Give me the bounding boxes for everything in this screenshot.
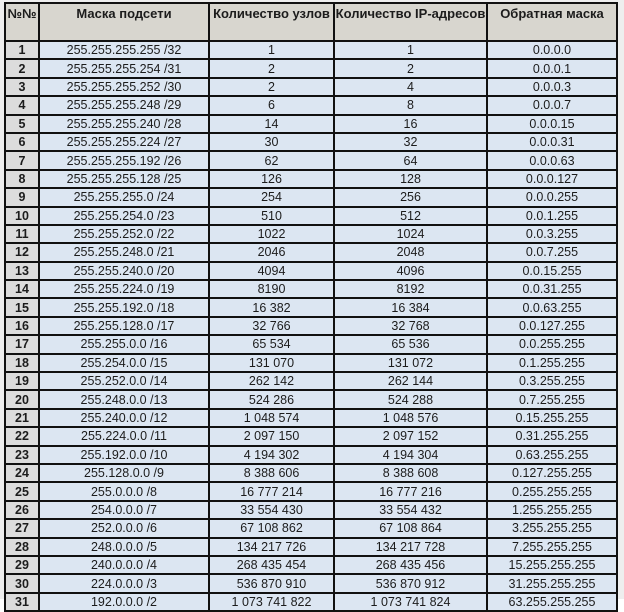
row-number-cell: 24 bbox=[5, 464, 39, 482]
subnet-mask-cell: 255.255.255.254 /31 bbox=[39, 59, 209, 77]
wildcard-mask-cell: 0.3.255.255 bbox=[487, 372, 617, 390]
row-number-cell: 9 bbox=[5, 188, 39, 206]
table-row bbox=[5, 538, 617, 556]
ip-count-cell: 8 388 608 bbox=[334, 464, 487, 482]
subnet-mask-cell: 255.224.0.0 /11 bbox=[39, 427, 209, 445]
ip-count-cell: 67 108 864 bbox=[334, 519, 487, 537]
host-count-cell: 131 070 bbox=[209, 354, 334, 372]
subnet-mask-cell: 255.255.254.0 /23 bbox=[39, 207, 209, 225]
host-count-cell: 32 766 bbox=[209, 317, 334, 335]
col-header-ip-count: Количество IP-адресов bbox=[334, 3, 487, 41]
table-row bbox=[5, 59, 617, 77]
host-count-cell: 262 142 bbox=[209, 372, 334, 390]
host-count-cell: 2046 bbox=[209, 243, 334, 261]
wildcard-mask-cell: 0.0.7.255 bbox=[487, 243, 617, 261]
host-count-cell: 2 bbox=[209, 59, 334, 77]
host-count-cell: 4094 bbox=[209, 262, 334, 280]
row-number-cell: 29 bbox=[5, 556, 39, 574]
table-row bbox=[5, 298, 617, 316]
wildcard-mask-cell: 0.0.0.0 bbox=[487, 41, 617, 59]
table-row bbox=[5, 390, 617, 408]
subnet-mask-cell: 255.255.240.0 /20 bbox=[39, 262, 209, 280]
col-header-wildcard-mask: Обратная маска bbox=[487, 3, 617, 41]
ip-count-cell: 1024 bbox=[334, 225, 487, 243]
subnet-mask-cell: 255.255.0.0 /16 bbox=[39, 335, 209, 353]
ip-count-cell: 262 144 bbox=[334, 372, 487, 390]
subnet-mask-cell: 254.0.0.0 /7 bbox=[39, 501, 209, 519]
wildcard-mask-cell: 0.0.0.255 bbox=[487, 188, 617, 206]
ip-count-cell: 16 777 216 bbox=[334, 482, 487, 500]
table-row bbox=[5, 574, 617, 592]
table-row bbox=[5, 280, 617, 298]
host-count-cell: 1 bbox=[209, 41, 334, 59]
wildcard-mask-cell: 31.255.255.255 bbox=[487, 574, 617, 592]
subnet-mask-cell: 255.128.0.0 /9 bbox=[39, 464, 209, 482]
wildcard-mask-cell: 0.0.0.1 bbox=[487, 59, 617, 77]
col-header-row-number: №№ bbox=[5, 3, 39, 41]
row-number-cell: 12 bbox=[5, 243, 39, 261]
wildcard-mask-cell: 0.31.255.255 bbox=[487, 427, 617, 445]
host-count-cell: 1 048 574 bbox=[209, 409, 334, 427]
ip-count-cell: 4096 bbox=[334, 262, 487, 280]
host-count-cell: 62 bbox=[209, 151, 334, 169]
row-number-cell: 14 bbox=[5, 280, 39, 298]
ip-count-cell: 536 870 912 bbox=[334, 574, 487, 592]
subnet-mask-cell: 255.240.0.0 /12 bbox=[39, 409, 209, 427]
wildcard-mask-cell: 0.0.15.255 bbox=[487, 262, 617, 280]
ip-count-cell: 134 217 728 bbox=[334, 538, 487, 556]
wildcard-mask-cell: 0.63.255.255 bbox=[487, 446, 617, 464]
row-number-cell: 13 bbox=[5, 262, 39, 280]
host-count-cell: 524 286 bbox=[209, 390, 334, 408]
host-count-cell: 254 bbox=[209, 188, 334, 206]
row-number-cell: 30 bbox=[5, 574, 39, 592]
subnet-mask-cell: 255.192.0.0 /10 bbox=[39, 446, 209, 464]
row-number-cell: 17 bbox=[5, 335, 39, 353]
ip-count-cell: 33 554 432 bbox=[334, 501, 487, 519]
ip-count-cell: 2 bbox=[334, 59, 487, 77]
subnet-mask-cell: 255.255.128.0 /17 bbox=[39, 317, 209, 335]
row-number-cell: 18 bbox=[5, 354, 39, 372]
subnet-mask-table bbox=[4, 2, 618, 612]
host-count-cell: 134 217 726 bbox=[209, 538, 334, 556]
wildcard-mask-cell: 0.0.127.255 bbox=[487, 317, 617, 335]
host-count-cell: 1 073 741 822 bbox=[209, 593, 334, 611]
wildcard-mask-cell: 1.255.255.255 bbox=[487, 501, 617, 519]
table-row bbox=[5, 96, 617, 114]
row-number-cell: 28 bbox=[5, 538, 39, 556]
table-row bbox=[5, 115, 617, 133]
host-count-cell: 6 bbox=[209, 96, 334, 114]
host-count-cell: 1022 bbox=[209, 225, 334, 243]
subnet-mask-cell: 255.248.0.0 /13 bbox=[39, 390, 209, 408]
ip-count-cell: 512 bbox=[334, 207, 487, 225]
row-number-cell: 3 bbox=[5, 78, 39, 96]
row-number-cell: 25 bbox=[5, 482, 39, 500]
wildcard-mask-cell: 63.255.255.255 bbox=[487, 593, 617, 611]
table-row bbox=[5, 170, 617, 188]
subnet-mask-cell: 240.0.0.0 /4 bbox=[39, 556, 209, 574]
row-number-cell: 4 bbox=[5, 96, 39, 114]
subnet-mask-cell: 248.0.0.0 /5 bbox=[39, 538, 209, 556]
table-row bbox=[5, 151, 617, 169]
wildcard-mask-cell: 0.15.255.255 bbox=[487, 409, 617, 427]
subnet-mask-cell: 192.0.0.0 /2 bbox=[39, 593, 209, 611]
ip-count-cell: 32 768 bbox=[334, 317, 487, 335]
wildcard-mask-cell: 0.0.0.127 bbox=[487, 170, 617, 188]
host-count-cell: 30 bbox=[209, 133, 334, 151]
table-row bbox=[5, 317, 617, 335]
host-count-cell: 510 bbox=[209, 207, 334, 225]
ip-count-cell: 131 072 bbox=[334, 354, 487, 372]
subnet-mask-cell: 255.0.0.0 /8 bbox=[39, 482, 209, 500]
table-row bbox=[5, 78, 617, 96]
wildcard-mask-cell: 0.0.255.255 bbox=[487, 335, 617, 353]
row-number-cell: 5 bbox=[5, 115, 39, 133]
host-count-cell: 16 777 214 bbox=[209, 482, 334, 500]
wildcard-mask-cell: 0.1.255.255 bbox=[487, 354, 617, 372]
row-number-cell: 19 bbox=[5, 372, 39, 390]
host-count-cell: 2 097 150 bbox=[209, 427, 334, 445]
subnet-mask-cell: 255.255.224.0 /19 bbox=[39, 280, 209, 298]
subnet-mask-cell: 255.255.255.0 /24 bbox=[39, 188, 209, 206]
wildcard-mask-cell: 0.0.0.31 bbox=[487, 133, 617, 151]
row-number-cell: 10 bbox=[5, 207, 39, 225]
subnet-mask-cell: 255.255.255.192 /26 bbox=[39, 151, 209, 169]
subnet-mask-cell: 224.0.0.0 /3 bbox=[39, 574, 209, 592]
subnet-mask-cell: 255.255.255.255 /32 bbox=[39, 41, 209, 59]
table-row bbox=[5, 372, 617, 390]
wildcard-mask-cell: 0.0.0.7 bbox=[487, 96, 617, 114]
table-row bbox=[5, 262, 617, 280]
table-body bbox=[5, 41, 617, 611]
row-number-cell: 8 bbox=[5, 170, 39, 188]
wildcard-mask-cell: 0.0.31.255 bbox=[487, 280, 617, 298]
subnet-mask-cell: 255.254.0.0 /15 bbox=[39, 354, 209, 372]
wildcard-mask-cell: 0.255.255.255 bbox=[487, 482, 617, 500]
subnet-mask-cell: 255.255.255.224 /27 bbox=[39, 133, 209, 151]
row-number-cell: 7 bbox=[5, 151, 39, 169]
subnet-mask-cell: 255.255.248.0 /21 bbox=[39, 243, 209, 261]
table-row bbox=[5, 133, 617, 151]
row-number-cell: 6 bbox=[5, 133, 39, 151]
ip-count-cell: 268 435 456 bbox=[334, 556, 487, 574]
table-row bbox=[5, 409, 617, 427]
ip-count-cell: 524 288 bbox=[334, 390, 487, 408]
table-row bbox=[5, 207, 617, 225]
ip-count-cell: 2 097 152 bbox=[334, 427, 487, 445]
wildcard-mask-cell: 0.127.255.255 bbox=[487, 464, 617, 482]
ip-count-cell: 4 bbox=[334, 78, 487, 96]
row-number-cell: 21 bbox=[5, 409, 39, 427]
host-count-cell: 126 bbox=[209, 170, 334, 188]
ip-count-cell: 1 073 741 824 bbox=[334, 593, 487, 611]
host-count-cell: 2 bbox=[209, 78, 334, 96]
host-count-cell: 14 bbox=[209, 115, 334, 133]
table-row bbox=[5, 482, 617, 500]
host-count-cell: 268 435 454 bbox=[209, 556, 334, 574]
table-row bbox=[5, 225, 617, 243]
row-number-cell: 26 bbox=[5, 501, 39, 519]
table-row bbox=[5, 243, 617, 261]
ip-count-cell: 8 bbox=[334, 96, 487, 114]
row-number-cell: 11 bbox=[5, 225, 39, 243]
row-number-cell: 15 bbox=[5, 298, 39, 316]
wildcard-mask-cell: 0.7.255.255 bbox=[487, 390, 617, 408]
wildcard-mask-cell: 0.0.63.255 bbox=[487, 298, 617, 316]
row-number-cell: 20 bbox=[5, 390, 39, 408]
wildcard-mask-cell: 15.255.255.255 bbox=[487, 556, 617, 574]
table-row bbox=[5, 446, 617, 464]
subnet-mask-cell: 252.0.0.0 /6 bbox=[39, 519, 209, 537]
subnet-mask-cell: 255.252.0.0 /14 bbox=[39, 372, 209, 390]
subnet-mask-cell: 255.255.255.240 /28 bbox=[39, 115, 209, 133]
subnet-mask-cell: 255.255.255.252 /30 bbox=[39, 78, 209, 96]
subnet-mask-cell: 255.255.255.128 /25 bbox=[39, 170, 209, 188]
row-number-cell: 31 bbox=[5, 593, 39, 611]
host-count-cell: 8 388 606 bbox=[209, 464, 334, 482]
col-header-host-count: Количество узлов bbox=[209, 3, 334, 41]
subnet-mask-cell: 255.255.252.0 /22 bbox=[39, 225, 209, 243]
table-row bbox=[5, 464, 617, 482]
host-count-cell: 536 870 910 bbox=[209, 574, 334, 592]
host-count-cell: 65 534 bbox=[209, 335, 334, 353]
host-count-cell: 8190 bbox=[209, 280, 334, 298]
host-count-cell: 16 382 bbox=[209, 298, 334, 316]
host-count-cell: 33 554 430 bbox=[209, 501, 334, 519]
ip-count-cell: 128 bbox=[334, 170, 487, 188]
ip-count-cell: 4 194 304 bbox=[334, 446, 487, 464]
row-number-cell: 16 bbox=[5, 317, 39, 335]
ip-count-cell: 16 bbox=[334, 115, 487, 133]
wildcard-mask-cell: 0.0.3.255 bbox=[487, 225, 617, 243]
ip-count-cell: 1 048 576 bbox=[334, 409, 487, 427]
ip-count-cell: 32 bbox=[334, 133, 487, 151]
wildcard-mask-cell: 7.255.255.255 bbox=[487, 538, 617, 556]
ip-count-cell: 64 bbox=[334, 151, 487, 169]
table-row bbox=[5, 41, 617, 59]
table-row bbox=[5, 556, 617, 574]
ip-count-cell: 8192 bbox=[334, 280, 487, 298]
wildcard-mask-cell: 0.0.0.63 bbox=[487, 151, 617, 169]
wildcard-mask-cell: 0.0.1.255 bbox=[487, 207, 617, 225]
row-number-cell: 22 bbox=[5, 427, 39, 445]
table-row bbox=[5, 335, 617, 353]
ip-count-cell: 65 536 bbox=[334, 335, 487, 353]
row-number-cell: 23 bbox=[5, 446, 39, 464]
ip-count-cell: 256 bbox=[334, 188, 487, 206]
wildcard-mask-cell: 0.0.0.3 bbox=[487, 78, 617, 96]
subnet-mask-cell: 255.255.192.0 /18 bbox=[39, 298, 209, 316]
row-number-cell: 1 bbox=[5, 41, 39, 59]
row-number-cell: 2 bbox=[5, 59, 39, 77]
table-row bbox=[5, 519, 617, 537]
table-row bbox=[5, 354, 617, 372]
ip-count-cell: 1 bbox=[334, 41, 487, 59]
header-row bbox=[5, 3, 617, 41]
subnet-mask-cell: 255.255.255.248 /29 bbox=[39, 96, 209, 114]
row-number-cell: 27 bbox=[5, 519, 39, 537]
table-row bbox=[5, 427, 617, 445]
wildcard-mask-cell: 3.255.255.255 bbox=[487, 519, 617, 537]
ip-count-cell: 16 384 bbox=[334, 298, 487, 316]
table-row bbox=[5, 188, 617, 206]
table-row bbox=[5, 593, 617, 611]
wildcard-mask-cell: 0.0.0.15 bbox=[487, 115, 617, 133]
table-row bbox=[5, 501, 617, 519]
host-count-cell: 67 108 862 bbox=[209, 519, 334, 537]
col-header-subnet-mask: Маска подсети bbox=[39, 3, 209, 41]
host-count-cell: 4 194 302 bbox=[209, 446, 334, 464]
ip-count-cell: 2048 bbox=[334, 243, 487, 261]
